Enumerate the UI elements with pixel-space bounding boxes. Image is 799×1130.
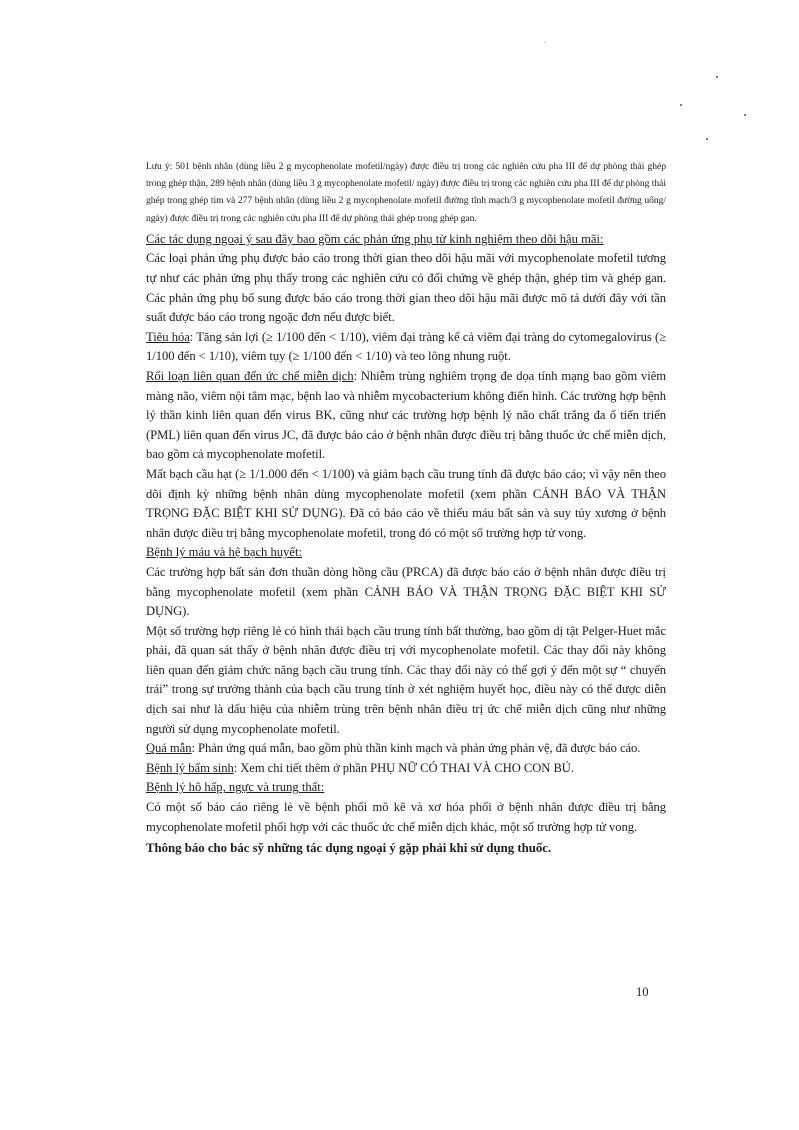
post-marketing-paragraph: Các loại phản ứng phụ được báo cáo trong thời gian theo dõi hậu mãi với mycophenolate mofetil tương tự như các phản ứng phụ thấy trong các nghiên cứu có đối chứng về ghép thận, ghép tim và ghép gan. Các phản ứng phụ bổ sung được báo cáo trong thời gian theo dõi hậu mãi được mô tả dưới đây với tần suất được báo cáo trong ngoặc đơn nếu được biết. <box>146 251 666 325</box>
hypersensitivity-paragraph: Quá mẫn: Phản ứng quá mẫn, bao gồm phù thần kinh mạch và phản ứng phản vệ, đã được báo cáo. <box>146 741 641 756</box>
scan-speck <box>706 138 708 140</box>
scan-speck <box>680 104 682 106</box>
respiratory-paragraph: Có một số báo cáo riêng lẻ về bệnh phổi mô kẽ và xơ hóa phổi ở bệnh nhân được điều trị bằng mycophenolate mofetil phối hợp với các thuốc ức chế miễn dịch khác, một số trường hợp tử vong. <box>146 800 666 834</box>
scan-speck <box>544 42 546 43</box>
page-number: 10 <box>636 985 649 999</box>
hypersensitivity-label: Quá mẫn <box>146 741 192 756</box>
digestive-paragraph: Tiêu hóa: Tăng sản lợi (≥ 1/100 đến < 1/10), viêm đại tràng kể cả viêm đại tràng do cytomegalovirus (≥ 1/100 đến < 1/10), viêm tụy (≥ 1/100 đến < 1/10) và teo lông nhung ruột. <box>146 329 666 364</box>
study-note: Lưu ý: 501 bệnh nhân (dùng liều 2 g mycophenolate mofetil/ngày) được điều trị trong các nghiên cứu pha III để dự phòng thải ghép trong ghép thận, 289 bệnh nhân (dùng liều 3 g mycophenolate mofetil/ ngày) được điều trị trong các nghiên cứu pha III để dự phòng thải ghép trong ghép tim và 277 bệnh nhân (dùng liều 2 g mycophenolate mofetil đường tĩnh mạch/3 g mycophenolate mofetil đường uống/ ngày) được điều trị trong các nghiên cứu pha III để dự phòng thải ghép trong ghép gan. <box>146 161 666 224</box>
digestive-label: Tiêu hóa <box>146 329 190 344</box>
immuno-paragraph: Rối loạn liên quan đến ức chế miễn dịch: Nhiễm trùng nghiêm trọng đe dọa tính mạng bao gồm viêm màng não, viêm nội tâm mạc, bệnh lao và nhiễm mycobacterium không điển hình. Các trường hợp bệnh lý thần kinh liên quan đến virus BK, cũng như các trường hợp bệnh lý não chất trắng đa ổ tiến triển (PML) liên quan đến virus JC, đã được báo cáo ở bệnh nhân được điều trị bằng thuốc ức chế miễn dịch, bao gồm cả mycophenolate mofetil. <box>146 368 666 462</box>
page-content <box>146 158 666 858</box>
blood-heading: Bệnh lý máu và hệ bạch huyết: <box>146 545 302 560</box>
respiratory-heading: Bệnh lý hô hấp, ngực và trung thất: <box>146 780 325 795</box>
immuno-label: Rối loạn liên quan đến ức chế miễn dịch <box>146 368 354 383</box>
congenital-paragraph: Bệnh lý bẩm sinh: Xem chi tiết thêm ở phần PHỤ NỮ CÓ THAI VÀ CHO CON BÚ. <box>146 760 574 775</box>
prca-paragraph: Các trường hợp bất sản đơn thuần dòng hồng cầu (PRCA) đã được báo cáo ở bệnh nhân được điều trị bằng mycophenolate mofetil (xem phần CẢNH BÁO VÀ THẬN TRỌNG ĐẶC BIỆT KHI SỬ DỤNG). <box>146 564 666 619</box>
post-marketing-heading: Các tác dụng ngoại ý sau đây bao gồm các phản ứng phụ từ kinh nghiệm theo dõi hậu mãi: <box>146 231 604 246</box>
neutrophil-paragraph: Một số trường hợp riêng lẻ có hình thái bạch cầu trung tính bất thường, bao gồm dị tật Pelger-Huet mắc phải, đã quan sát thấy ở bệnh nhân được điều trị với mycophenolate mofetil. Các thay đổi này không liên quan đến giảm chức năng bạch cầu trung tính. Các thay đổi này có thể gợi ý đến một sự “ chuyển trái” trong sự trưởng thành của bạch cầu trung tính ở xét nghiệm huyết học, điều này có thể được diễn dịch sai như là dấu hiệu của nhiễm trùng trên bệnh nhân điều trị ức chế miễn dịch cũng như những người sử dụng mycophenolate mofetil. <box>146 623 666 736</box>
scan-speck <box>744 114 746 116</box>
report-adverse-effects-notice: Thông báo cho bác sỹ những tác dụng ngoại ý gặp phải khi sử dụng thuốc. <box>146 841 552 856</box>
scan-speck <box>716 76 718 78</box>
congenital-label: Bệnh lý bẩm sinh <box>146 760 234 775</box>
agranulocytosis-paragraph: Mất bạch cầu hạt (≥ 1/1.000 đến < 1/100) và giảm bạch cầu trung tính đã được báo cáo; vì vậy nên theo dõi định kỳ những bệnh nhân dùng mycophenolate mofetil (xem phần CẢNH BÁO VÀ THẬN TRỌNG ĐẶC BIỆT KHI SỬ DỤNG). Đã có báo cáo về thiếu máu bất sản và suy tủy xương ở bệnh nhân được điều trị bằng mycophenolate mofetil, trong đó có một số trường hợp tử vong. <box>146 466 666 540</box>
